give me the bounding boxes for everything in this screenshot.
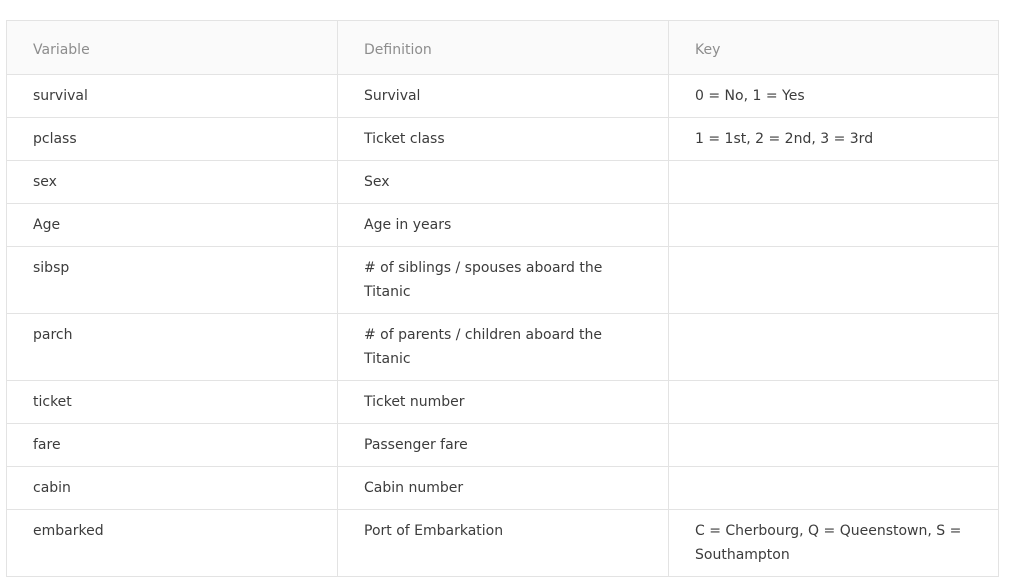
cell-key [669, 381, 999, 424]
table-row [7, 75, 999, 118]
table-row [7, 424, 999, 467]
table-row [7, 161, 999, 204]
cell-definition: Port of Embarkation [338, 510, 669, 577]
cell-variable: Age [7, 204, 338, 247]
cell-key [669, 247, 999, 314]
cell-variable: cabin [7, 467, 338, 510]
table-row [7, 247, 999, 314]
cell-definition: Passenger fare [338, 424, 669, 467]
table-header-row [7, 21, 999, 75]
cell-variable: ticket [7, 381, 338, 424]
table-row [7, 314, 999, 381]
cell-definition: Survival [338, 75, 669, 118]
cell-key: 0 = No, 1 = Yes [669, 75, 999, 118]
cell-definition: # of parents / children aboard the Titanic [338, 314, 669, 381]
cell-variable: embarked [7, 510, 338, 577]
cell-definition: Ticket number [338, 381, 669, 424]
cell-key [669, 314, 999, 381]
cell-variable: fare [7, 424, 338, 467]
table-row [7, 510, 999, 577]
table-row [7, 467, 999, 510]
table-row [7, 204, 999, 247]
cell-variable: survival [7, 75, 338, 118]
cell-key [669, 467, 999, 510]
cell-key [669, 161, 999, 204]
cell-definition: Ticket class [338, 118, 669, 161]
cell-variable: sex [7, 161, 338, 204]
cell-definition: Sex [338, 161, 669, 204]
cell-variable: pclass [7, 118, 338, 161]
cell-variable: parch [7, 314, 338, 381]
cell-key [669, 424, 999, 467]
table-row [7, 381, 999, 424]
cell-variable: sibsp [7, 247, 338, 314]
cell-key [669, 204, 999, 247]
cell-definition: Cabin number [338, 467, 669, 510]
cell-key: C = Cherbourg, Q = Queenstown, S = Southampton [669, 510, 999, 577]
cell-definition: # of siblings / spouses aboard the Titanic [338, 247, 669, 314]
data-dictionary-table [6, 20, 999, 577]
cell-key: 1 = 1st, 2 = 2nd, 3 = 3rd [669, 118, 999, 161]
header-variable: Variable [7, 21, 338, 75]
cell-definition: Age in years [338, 204, 669, 247]
table-row [7, 118, 999, 161]
header-definition: Definition [338, 21, 669, 75]
data-dictionary-table-container [6, 20, 998, 577]
header-key: Key [669, 21, 999, 75]
